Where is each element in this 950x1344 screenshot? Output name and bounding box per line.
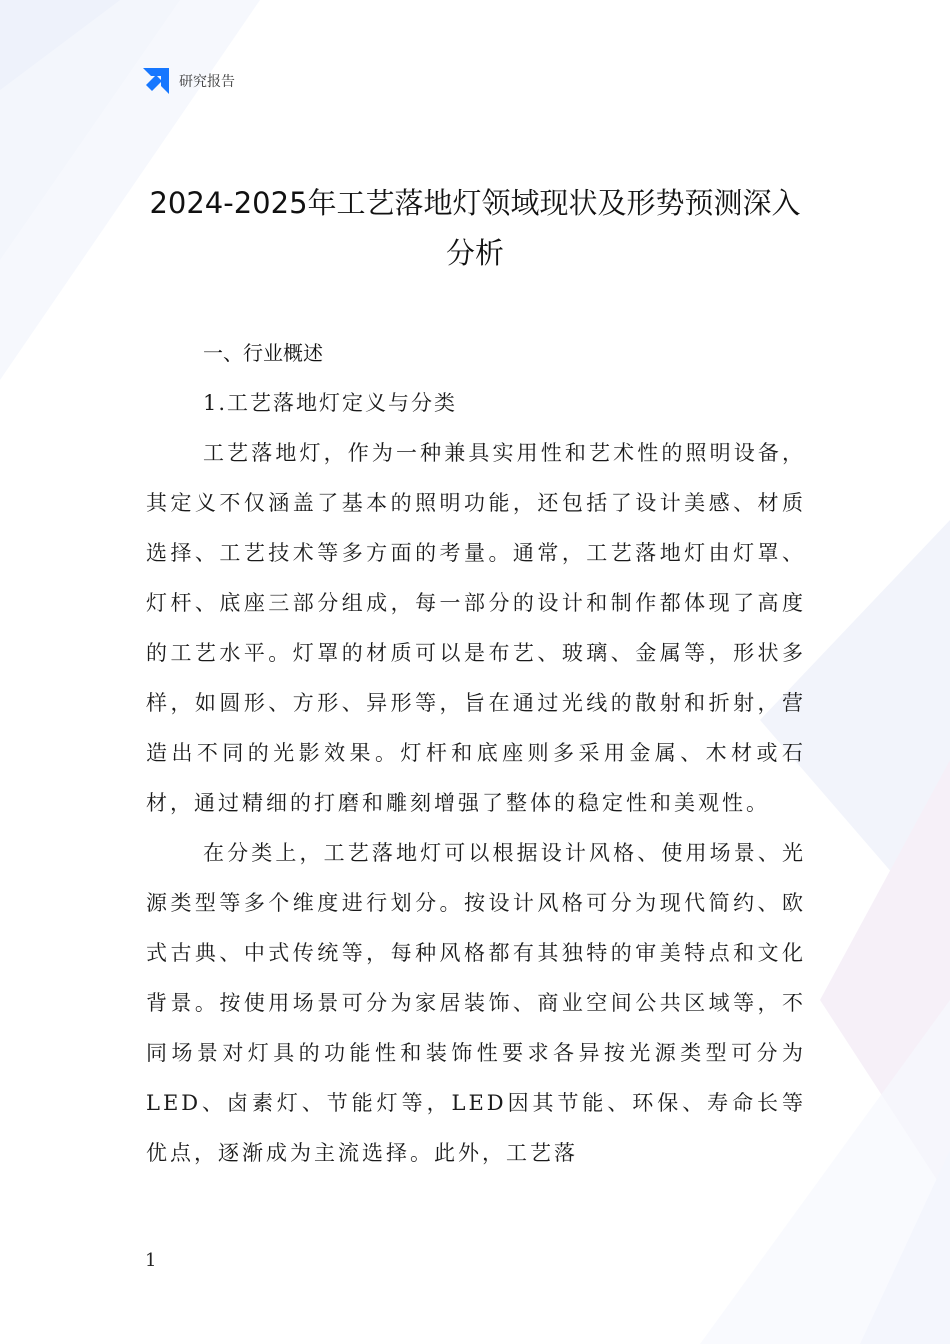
- header-label: 研究报告: [179, 74, 235, 90]
- subsection-heading: 1.工艺落地灯定义与分类: [203, 391, 458, 415]
- paragraph-definition: 工艺落地灯，作为一种兼具实用性和艺术性的照明设备，其定义不仅涵盖了基本的照明功能，还包括了设计美感、材质选择、工艺技术等多方面的考量。通常，工艺落地灯由灯罩、灯杆、底座三部分组成，每一部分的设计和制作都体现了高度的工艺水平。灯罩的材质可以是布艺、玻璃、金属等，形状多样，如圆形、方形、异形等，旨在通过光线的散射和折射，营造出不同的光影效果。灯杆和底座则多采用金属、木材或石材，通过精细的打磨和雕刻增强了整体的稳定性和美观性。: [146, 441, 806, 815]
- document-title: 2024-2025年工艺落地灯领域现状及形势预测深入分析: [149, 186, 801, 270]
- paragraph-classification: 在分类上，工艺落地灯可以根据设计风格、使用场景、光源类型等多个维度进行划分。按设计风格可分为现代简约、欧式古典、中式传统等，每种风格都有其独特的审美特点和文化背景。按使用场景可分为家居装饰、商业空间公共区域等，不同场景对灯具的功能性和装饰性要求各异按光源类型可分为LED、卤素灯、节能灯等，LED因其节能、环保、寿命长等优点，逐渐成为主流选择。此外，工艺落: [146, 841, 806, 1165]
- arrow-up-right-icon: [143, 68, 169, 94]
- section-heading: 一、行业概述: [203, 341, 323, 365]
- document-body: [146, 328, 806, 1178]
- report-header: [143, 68, 235, 94]
- page-number: 1: [145, 1250, 157, 1271]
